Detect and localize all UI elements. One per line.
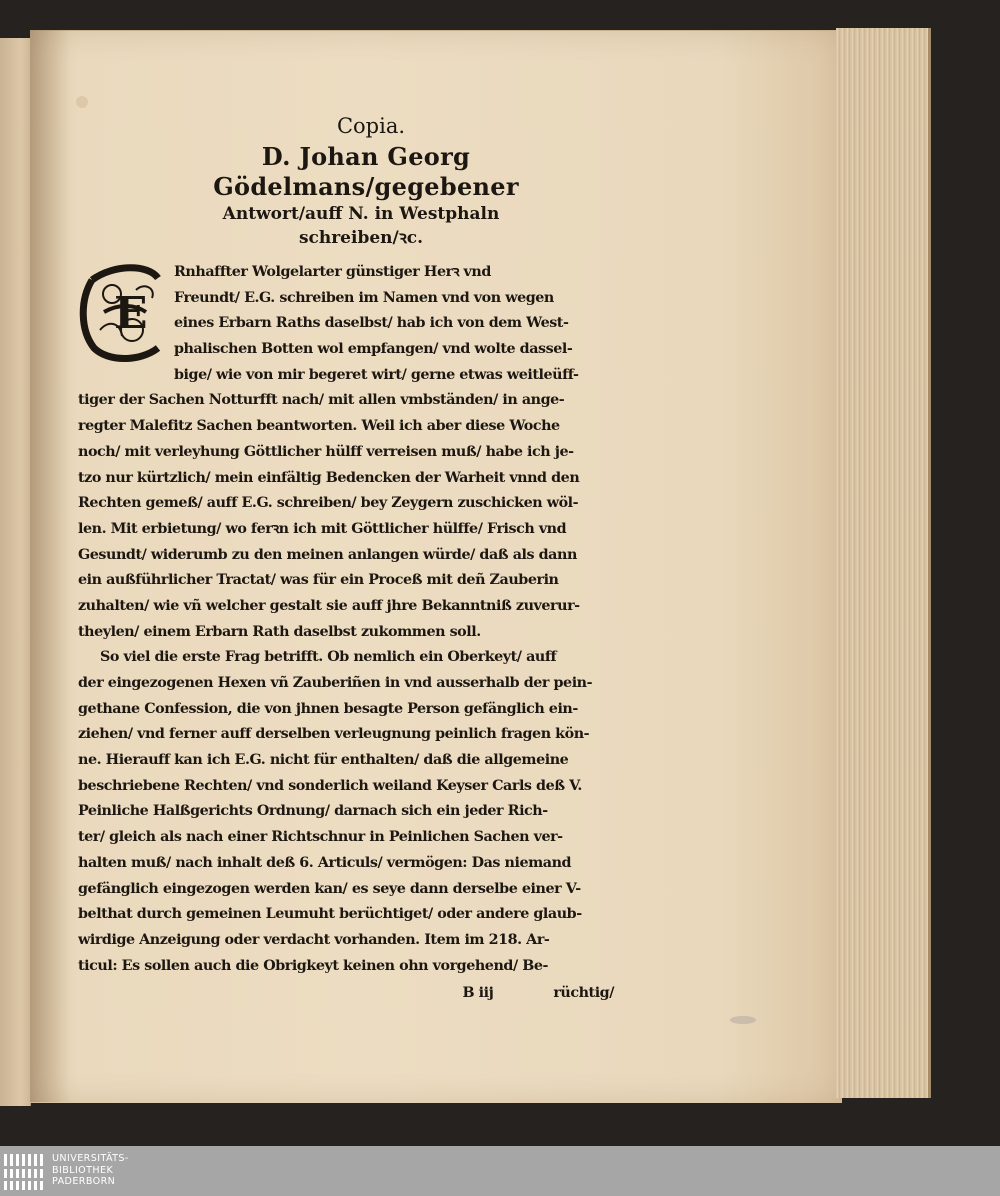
paper-stain [730, 1016, 756, 1024]
signature-mark: B iij [462, 985, 494, 1002]
paper-stain [76, 96, 88, 108]
text-line: der eingezogenen Hexen vñ Zauberiñen in vnd ausserhalb der pein- [78, 675, 593, 691]
library-logo-icon [2, 1152, 44, 1192]
text-line: regter Malefitz Sachen beantworten. Weil ich aber diese Woche [78, 418, 560, 435]
text-line: ter/ gleich als nach einer Richtschnur in Peinlichen Sachen ver- [78, 829, 563, 846]
library-name [52, 1153, 129, 1188]
body-text [78, 260, 624, 1007]
text-line: ein außführlicher Tractat/ was für ein Proceß mit deñ Zauberin [78, 572, 559, 589]
text-line: theylen/ einem Erbarn Rath daselbst zukommen soll. [78, 623, 481, 640]
text-line: Rnhaffter Wolgelarter günstiger Herꝛ vnd [174, 264, 491, 280]
library-name-line-1: UNIVERSITÄTS- [52, 1153, 129, 1164]
page-heading: Copia. [336, 114, 406, 138]
text-line: tiger der Sachen Notturfft nach/ mit allen vmbständen/ in ange- [78, 392, 565, 409]
page-text [78, 112, 624, 1007]
text-line: halten muß/ nach inhalt deß 6. Articuls/ vermögen: Das niemand [78, 854, 572, 871]
library-name-line-2: BIBLIOTHEK [52, 1164, 114, 1176]
text-line: So viel die erste Frag betrifft. Ob nemlich ein Oberkeyt/ auff [100, 649, 557, 666]
decorated-initial-letter [74, 260, 168, 364]
text-line: gefänglich eingezogen werden kan/ es seye dann derselbe einer V- [78, 880, 581, 897]
text-line: Gesundt/ widerumb zu den meinen anlangen würde/ daß als dann [78, 546, 577, 563]
text-line: len. Mit erbietung/ wo ferꝛn ich mit Göttlicher hülffe/ Frisch vnd [78, 520, 567, 537]
text-line: zuhalten/ wie vñ welcher gestalt sie auff jhre Bekanntniß zuverur- [78, 597, 580, 614]
spine-shadow [30, 30, 70, 1102]
text-line: Peinliche Halßgerichts Ordnung/ darnach sich ein jeder Rich- [78, 803, 548, 820]
text-line: bige/ wie von mir begeret wirt/ gerne etwas weitleüff- [174, 366, 579, 383]
text-line: eines Erbarn Raths daselbst/ hab ich von dem West- [174, 315, 569, 332]
library-footer-bar [0, 1146, 1000, 1196]
document-subtitle-line-1: Antwort/auff N. in Westphaln [222, 204, 500, 224]
left-page-edge [0, 38, 31, 1106]
document-subtitle-line-2: schreiben/ꝛc. [298, 228, 424, 248]
library-name-line-3: PADERBORN [52, 1176, 116, 1188]
document-title: D. Johan Georg Gödelmans/gegebener [213, 142, 519, 201]
catchword: rüchtig/ [553, 985, 614, 1002]
text-line: Rechten gemeß/ auff E.G. schreiben/ bey Zeygern zuschicken wöl- [78, 495, 579, 512]
text-line: belthat durch gemeinen Leumuht berüchtiget/ oder andere glaub- [78, 906, 582, 923]
initial-letter-glyph: E [114, 288, 148, 339]
text-line: beschriebene Rechten/ vnd sonderlich weiland Keyser Carls deß V. [78, 777, 582, 794]
text-line: ne. Hierauff kan ich E.G. nicht für enthalten/ daß die allgemeine [78, 752, 569, 769]
text-line: ziehen/ vnd ferner auff derselben verleugnung peinlich fragen kön- [78, 726, 590, 743]
text-line: gethane Confession, die von jhnen besagte Person gefänglich ein- [78, 700, 578, 717]
text-line: tzo nur kürtzlich/ mein einfältig Bedencken der Warheit vnnd den [78, 469, 580, 486]
text-line: wirdige Anzeigung oder verdacht vorhanden. Item im 218. Ar- [78, 931, 550, 948]
page-footer-line [78, 981, 624, 1007]
text-line: noch/ mit verleyhung Göttlicher hülff verreisen muß/ habe ich je- [78, 443, 574, 460]
text-line: ticul: Es sollen auch die Obrigkeyt keinen ohn vorgehend/ Be- [78, 957, 549, 974]
text-line: Freundt/ E.G. schreiben im Namen vnd von wegen [174, 289, 554, 306]
page-stack-edge [836, 28, 931, 1098]
text-line: phalischen Botten wol empfangen/ vnd wolte dassel- [174, 341, 573, 358]
